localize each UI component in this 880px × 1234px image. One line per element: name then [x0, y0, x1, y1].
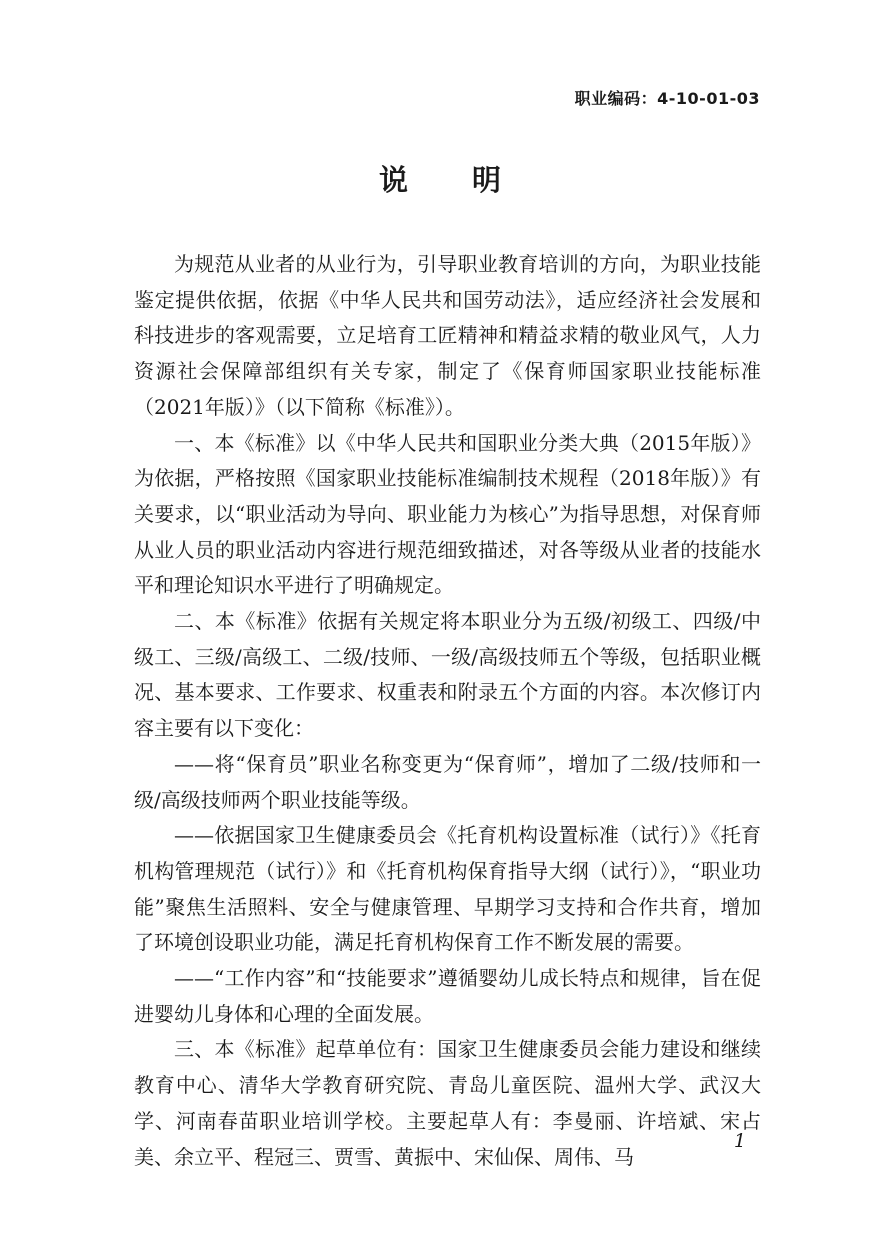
- body-text: [134, 247, 761, 1175]
- paragraph-change-3: ——“工作内容”和“技能要求”遵循婴幼儿成长特点和规律，旨在促进婴幼儿身体和心理的全面发展。: [134, 966, 761, 1026]
- paragraph-change-1: ——将“保育员”职业名称变更为“保育师”，增加了二级/技师和一级/高级技师两个职业技能等级。: [134, 751, 761, 812]
- paragraph-section-2: 二、本《标准》依据有关规定将本职业分为五级/初级工、四级/中级工、三级/高级工、二级/技师、一级/高级技师五个等级，包括职业概况、基本要求、工作要求、权重表和附录五个方面的内容。本次修订内容主要有以下变化：: [134, 609, 761, 741]
- paragraph-section-1: 一、本《标准》以《中华人民共和国职业分类大典（2015年版）》为依据，严格按照《国家职业技能标准编制技术规程（2018年版）》有关要求，以“职业活动为导向、职业能力为核心”为指导思想，对保育师从业人员的职业活动内容进行规范细致描述，对各等级从业者的技能水平和理论知识水平进行了明确规定。: [134, 430, 761, 598]
- paragraph-section-3: 三、本《标准》起草单位有：国家卫生健康委员会能力建设和继续教育中心、清华大学教育研究院、青岛儿童医院、温州大学、武汉大学、河南春苗职业培训学校。主要起草人有：李曼丽、许培斌、宋占美、余立平、程冠三、贾雪、黄振中、宋仙保、周伟、马: [134, 1037, 761, 1169]
- page-number: 1: [733, 1130, 746, 1152]
- page-title: 说明: [378, 163, 565, 197]
- paragraph-change-2: ——依据国家卫生健康委员会《托育机构设置标准（试行）》《托育机构管理规范（试行）》和《托育机构保育指导大纲（试行）》，“职业功能”聚焦生活照料、安全与健康管理、早期学习支持和合作共育，增加了环境创设职业功能，满足托育机构保育工作不断发展的需要。: [134, 823, 761, 955]
- paragraph-intro: 为规范从业者的从业行为，引导职业教育培训的方向，为职业技能鉴定提供依据，依据《中华人民共和国劳动法》，适应经济社会发展和科技进步的客观需要，立足培育工匠精神和精益求精的敬业风气，人力资源社会保障部组织有关专家，制定了《保育师国家职业技能标准（2021年版）》（以下简称《标准》）。: [134, 252, 761, 419]
- occupation-code: 职业编码：4-10-01-03: [574, 89, 760, 108]
